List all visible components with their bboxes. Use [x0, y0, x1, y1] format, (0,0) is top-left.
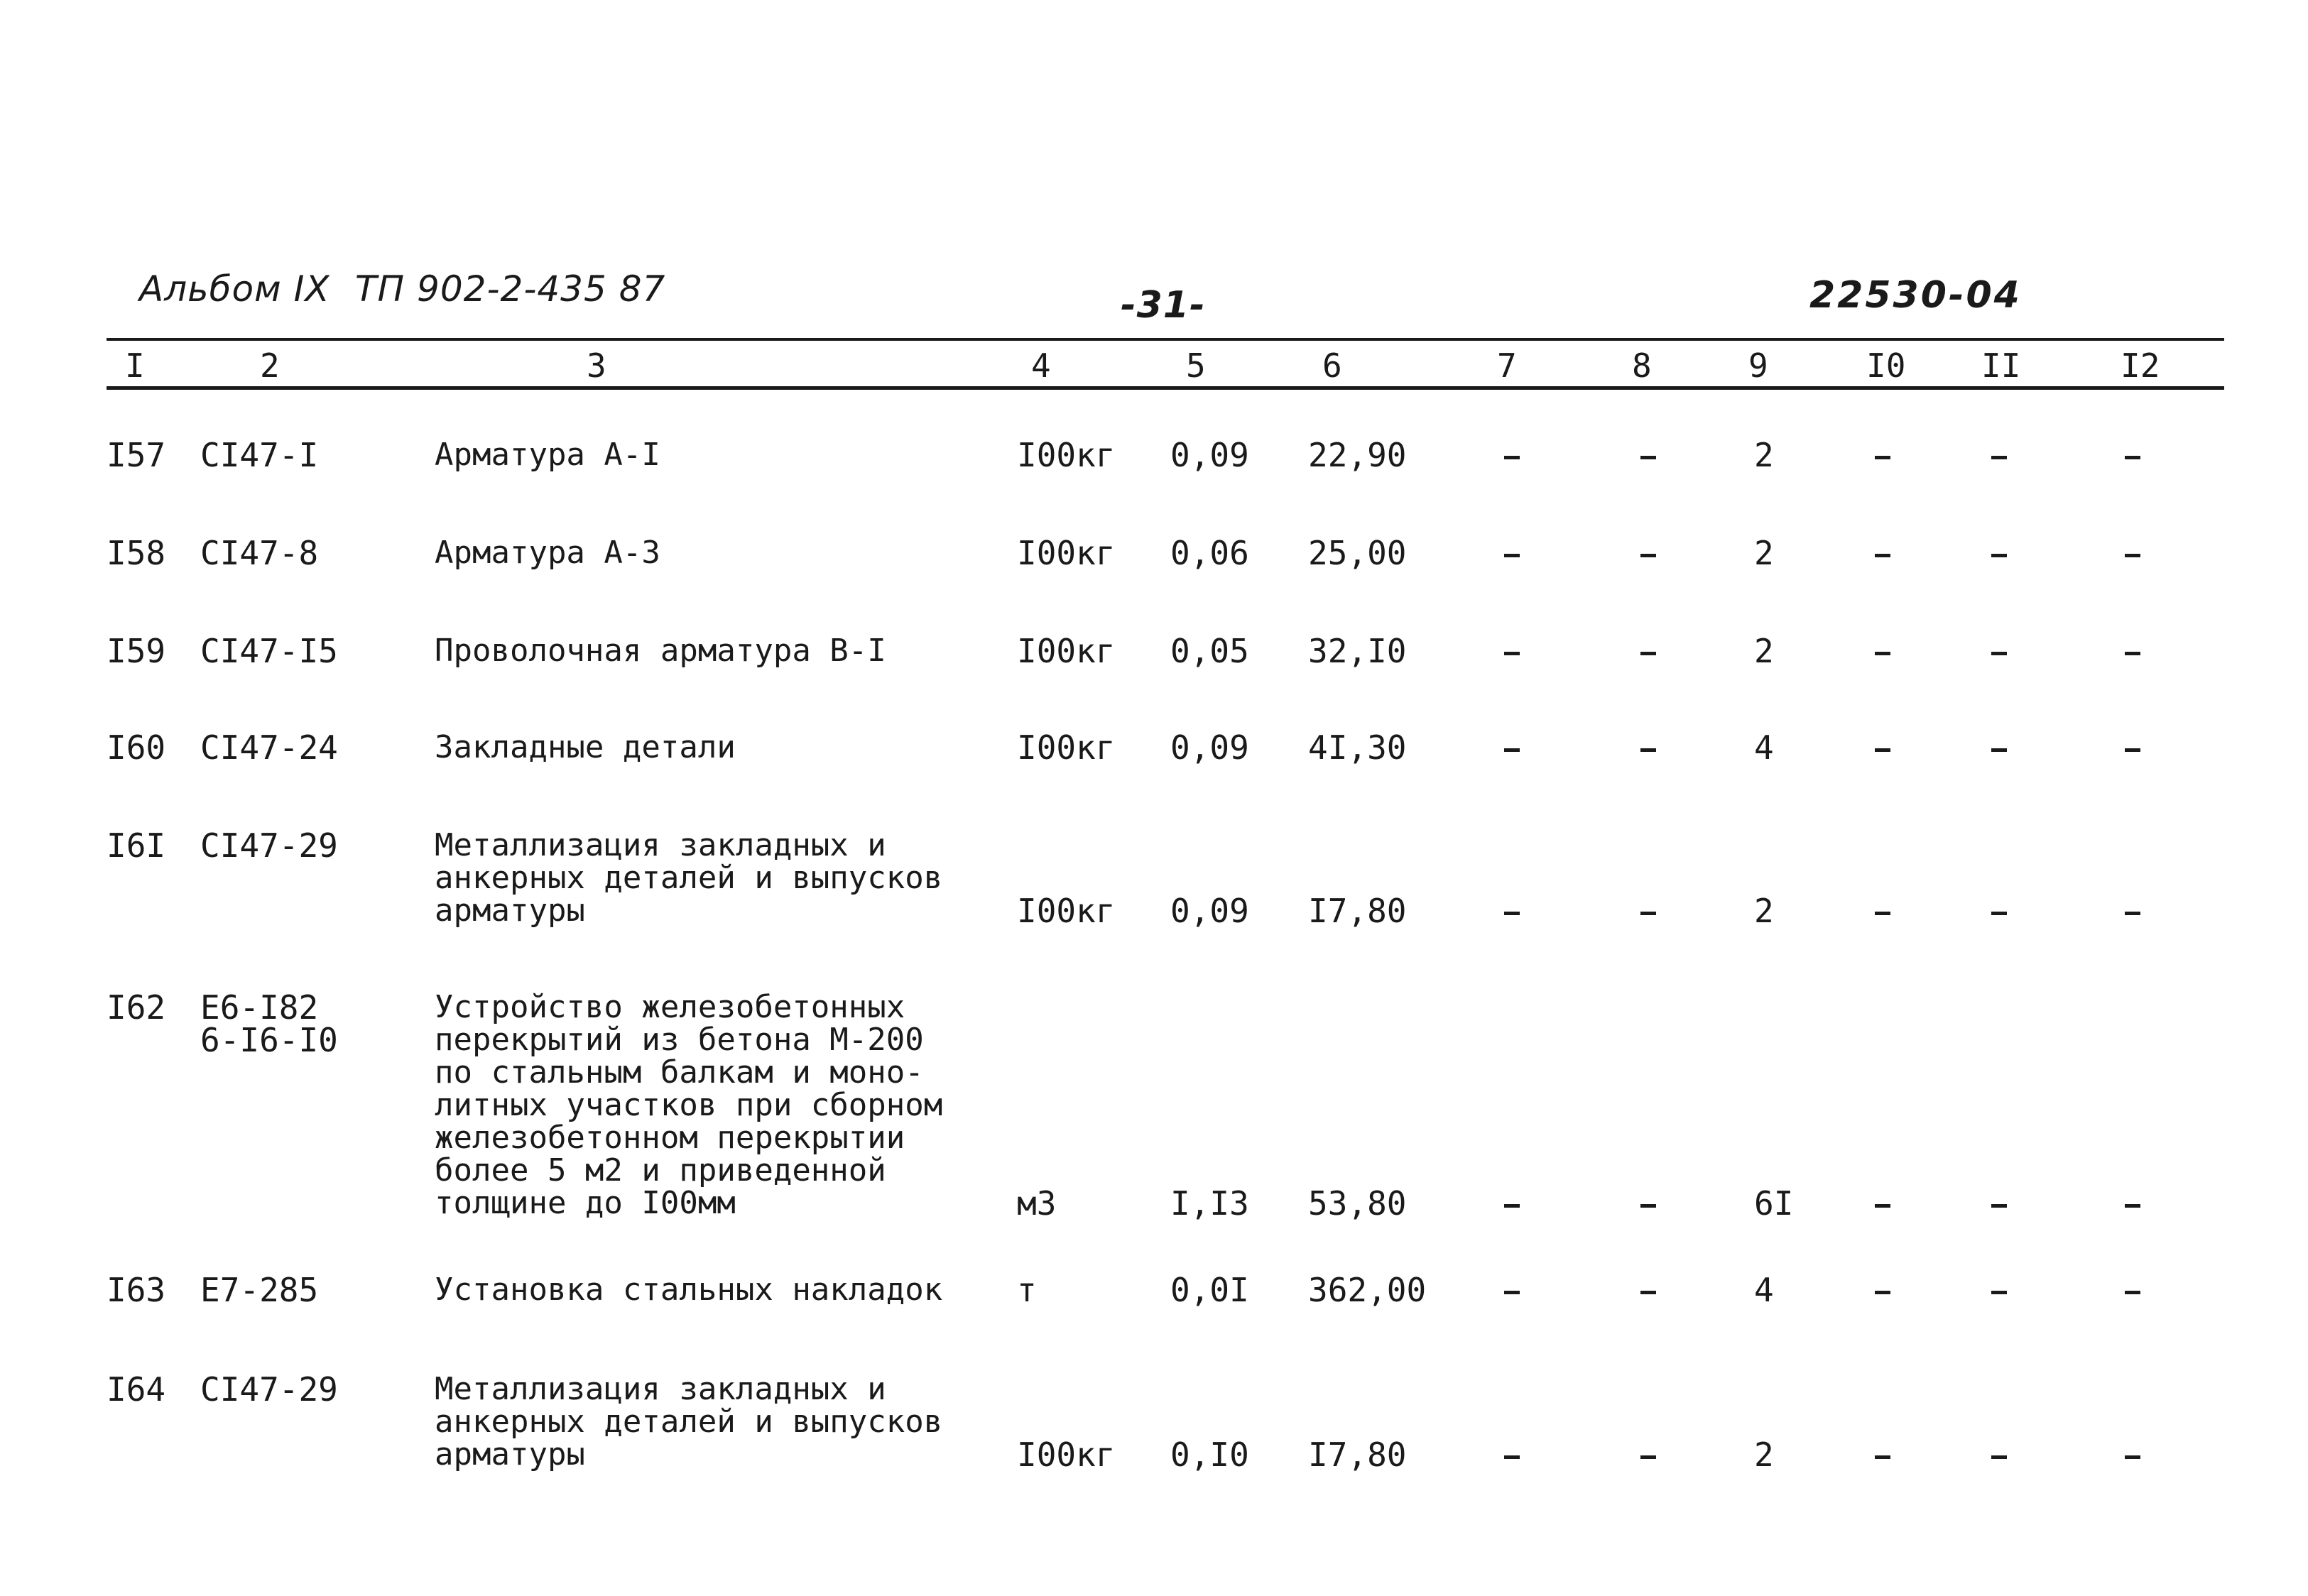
empty-value-dash	[1504, 912, 1520, 915]
unit: I00кг	[1017, 534, 1116, 572]
unit: т	[1017, 1271, 1037, 1309]
empty-value-dash	[2125, 652, 2140, 655]
empty-value-dash	[2125, 1291, 2140, 1294]
empty-value-dash	[1640, 1291, 1656, 1294]
empty-value-dash	[1991, 652, 2007, 655]
document-code: 22530-04	[1809, 274, 2022, 317]
quantity: 0,0I	[1170, 1271, 1249, 1309]
col9-value: 2	[1754, 534, 1774, 572]
col-head-11: II	[1981, 346, 2021, 385]
col9-value: 6I	[1754, 1184, 1794, 1223]
col-head-12: I2	[2121, 346, 2160, 385]
empty-value-dash	[1640, 912, 1656, 915]
quantity: 0,05	[1170, 632, 1249, 670]
unit: I00кг	[1017, 1436, 1116, 1474]
empty-value-dash	[1875, 1291, 1890, 1294]
work-description: толщине до I00мм	[435, 1185, 736, 1221]
work-description: перекрытий из бетона М-200	[435, 1022, 924, 1058]
row-number: I57	[107, 436, 166, 474]
quantity: 0,09	[1170, 892, 1249, 930]
col-head-6: 6	[1322, 346, 1342, 385]
col-head-5: 5	[1186, 346, 1206, 385]
work-description: Закладные детали	[435, 729, 736, 765]
empty-value-dash	[1504, 1204, 1520, 1208]
empty-value-dash	[1875, 912, 1890, 915]
work-description: Установка стальных накладок	[435, 1272, 943, 1308]
work-description: по стальным балкам и моно-	[435, 1054, 924, 1091]
page-number: -31-	[1121, 284, 1206, 327]
project-number: ТП 902-2-435 87	[355, 268, 666, 310]
norm-code: СI47-I5	[200, 632, 338, 670]
empty-value-dash	[2125, 748, 2140, 752]
work-description: литных участков при сборном	[435, 1087, 943, 1123]
col9-value: 4	[1754, 1271, 1774, 1309]
row-number: I62	[107, 988, 166, 1027]
empty-value-dash	[1875, 652, 1890, 655]
work-description: Арматура А-I	[435, 437, 660, 473]
unit-price: 4I,30	[1308, 728, 1407, 767]
row-number: I58	[107, 534, 166, 572]
unit-price: I7,80	[1308, 892, 1407, 930]
quantity: 0,06	[1170, 534, 1249, 572]
empty-value-dash	[2125, 554, 2140, 557]
unit: I00кг	[1017, 728, 1116, 767]
empty-value-dash	[1875, 456, 1890, 459]
unit-price: 53,80	[1308, 1184, 1407, 1223]
empty-value-dash	[1504, 456, 1520, 459]
work-description: арматуры	[435, 1436, 585, 1472]
norm-code: СI47-29	[200, 826, 338, 865]
col-head-9: 9	[1748, 346, 1768, 385]
album-label: Альбом IX	[139, 268, 330, 310]
quantity: 0,09	[1170, 728, 1249, 767]
empty-value-dash	[2125, 1204, 2140, 1208]
unit: м3	[1017, 1184, 1057, 1223]
empty-value-dash	[1640, 748, 1656, 752]
empty-value-dash	[1504, 1455, 1520, 1459]
empty-value-dash	[1991, 1291, 2007, 1294]
quantity: I,I3	[1170, 1184, 1249, 1223]
col-head-10: I0	[1866, 346, 1906, 385]
norm-code: СI47-24	[200, 728, 338, 767]
header-top-rule	[107, 338, 2224, 341]
unit: I00кг	[1017, 892, 1116, 930]
norm-code: Е6-I82	[200, 988, 319, 1027]
empty-value-dash	[2125, 1455, 2140, 1459]
empty-value-dash	[1991, 1455, 2007, 1459]
work-description: Металлизация закладных и	[435, 1371, 886, 1407]
unit-price: 25,00	[1308, 534, 1407, 572]
work-description: анкерных деталей и выпусков	[435, 1404, 943, 1440]
work-description: Устройство железобетонных	[435, 989, 905, 1025]
col-head-4: 4	[1031, 346, 1051, 385]
row-number: I59	[107, 632, 166, 670]
col9-value: 2	[1754, 632, 1774, 670]
unit-price: 32,I0	[1308, 632, 1407, 670]
col-head-2: 2	[260, 346, 280, 385]
quantity: 0,I0	[1170, 1436, 1249, 1474]
work-description: Проволочная арматура В-I	[435, 633, 886, 669]
col-head-8: 8	[1632, 346, 1652, 385]
col9-value: 4	[1754, 728, 1774, 767]
empty-value-dash	[1875, 554, 1890, 557]
work-description: арматуры	[435, 892, 585, 929]
col-head-3: 3	[587, 346, 606, 385]
empty-value-dash	[1640, 1204, 1656, 1208]
empty-value-dash	[1504, 652, 1520, 655]
work-description: железобетонном перекрытии	[435, 1120, 905, 1156]
row-number: I6I	[107, 826, 166, 865]
empty-value-dash	[1991, 748, 2007, 752]
header-bottom-rule	[107, 386, 2224, 390]
norm-code: 6-I6-I0	[200, 1021, 338, 1059]
work-description: анкерных деталей и выпусков	[435, 860, 943, 896]
unit-price: I7,80	[1308, 1436, 1407, 1474]
empty-value-dash	[1875, 1455, 1890, 1459]
unit: I00кг	[1017, 632, 1116, 670]
empty-value-dash	[1875, 748, 1890, 752]
empty-value-dash	[1991, 912, 2007, 915]
empty-value-dash	[2125, 456, 2140, 459]
norm-code: СI47-29	[200, 1370, 338, 1409]
empty-value-dash	[1504, 748, 1520, 752]
empty-value-dash	[1504, 1291, 1520, 1294]
row-number: I63	[107, 1271, 166, 1309]
empty-value-dash	[1991, 456, 2007, 459]
col9-value: 2	[1754, 1436, 1774, 1474]
row-number: I64	[107, 1370, 166, 1409]
empty-value-dash	[1640, 456, 1656, 459]
unit-price: 22,90	[1308, 436, 1407, 474]
col9-value: 2	[1754, 892, 1774, 930]
empty-value-dash	[1875, 1204, 1890, 1208]
row-number: I60	[107, 728, 166, 767]
unit: I00кг	[1017, 436, 1116, 474]
empty-value-dash	[1991, 554, 2007, 557]
col-head-1: I	[125, 346, 145, 385]
norm-code: СI47-8	[200, 534, 319, 572]
empty-value-dash	[1640, 1455, 1656, 1459]
norm-code: СI47-I	[200, 436, 319, 474]
quantity: 0,09	[1170, 436, 1249, 474]
work-description: более 5 м2 и приведенной	[435, 1152, 886, 1188]
col-head-7: 7	[1497, 346, 1517, 385]
empty-value-dash	[2125, 912, 2140, 915]
work-description: Арматура А-3	[435, 535, 660, 571]
col9-value: 2	[1754, 436, 1774, 474]
empty-value-dash	[1640, 652, 1656, 655]
unit-price: 362,00	[1308, 1271, 1427, 1309]
work-description: Металлизация закладных и	[435, 827, 886, 863]
norm-code: Е7-285	[200, 1271, 319, 1309]
empty-value-dash	[1504, 554, 1520, 557]
empty-value-dash	[1640, 554, 1656, 557]
empty-value-dash	[1991, 1204, 2007, 1208]
